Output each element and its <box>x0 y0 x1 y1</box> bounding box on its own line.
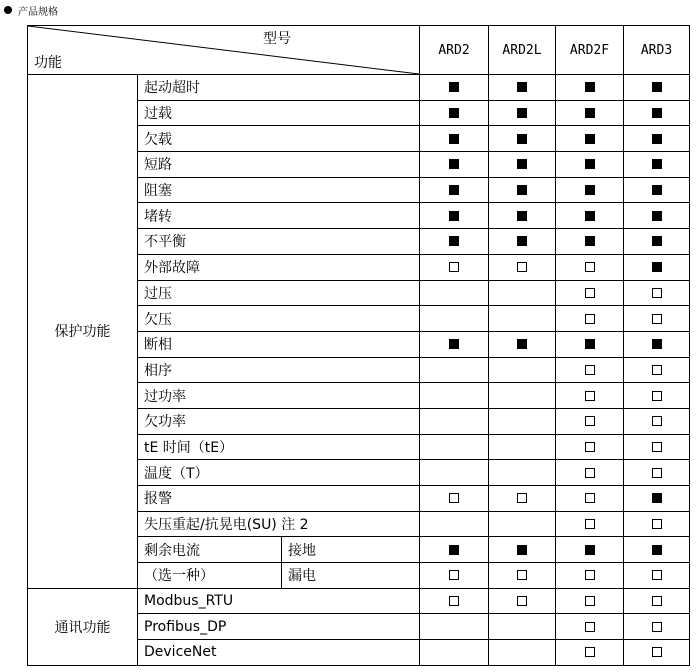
mark-cell <box>420 486 489 512</box>
function-item: tE 时间（tE） <box>138 434 420 460</box>
model-label: 型号 <box>263 31 291 47</box>
mark-cell <box>489 280 556 306</box>
table-row <box>28 75 690 101</box>
filled-square-icon <box>449 339 459 349</box>
mark-cell <box>489 357 556 383</box>
function-item: 漏电 <box>282 563 420 589</box>
section-title: 产品规格 <box>18 6 58 18</box>
mark-cell <box>556 100 624 126</box>
empty-square-icon <box>449 570 459 580</box>
mark-cell <box>624 177 690 203</box>
mark-cell <box>420 614 489 640</box>
model-col-0: ARD2 <box>420 26 489 75</box>
diagonal-line <box>28 26 419 74</box>
mark-cell <box>489 75 556 101</box>
empty-square-icon <box>652 570 662 580</box>
function-item: 堵转 <box>138 203 420 229</box>
mark-cell <box>489 203 556 229</box>
model-col-1: ARD2L <box>489 26 556 75</box>
filled-square-icon <box>652 82 662 92</box>
mark-cell <box>489 229 556 255</box>
function-item: 失压重起/抗晃电(SU) 注 2 <box>138 511 420 537</box>
mark-cell <box>489 460 556 486</box>
mark-cell <box>420 100 489 126</box>
empty-square-icon <box>585 262 595 272</box>
group-protection: 保护功能 <box>28 75 138 589</box>
mark-cell <box>420 537 489 563</box>
mark-cell <box>420 75 489 101</box>
empty-square-icon <box>585 416 595 426</box>
filled-square-icon <box>449 134 459 144</box>
empty-square-icon <box>652 391 662 401</box>
empty-square-icon <box>449 493 459 503</box>
mark-cell <box>420 563 489 589</box>
filled-square-icon <box>585 82 595 92</box>
filled-square-icon <box>652 134 662 144</box>
empty-square-icon <box>585 493 595 503</box>
mark-cell <box>624 614 690 640</box>
empty-square-icon <box>585 314 595 324</box>
mark-cell <box>420 280 489 306</box>
mark-cell <box>624 331 690 357</box>
filled-square-icon <box>652 545 662 555</box>
mark-cell <box>556 614 624 640</box>
filled-square-icon <box>652 339 662 349</box>
function-label: 功能 <box>34 55 62 71</box>
mark-cell <box>489 331 556 357</box>
mark-cell <box>624 408 690 434</box>
function-item: 断相 <box>138 331 420 357</box>
mark-cell <box>489 100 556 126</box>
function-item: Profibus_DP <box>138 614 420 640</box>
mark-cell <box>489 640 556 666</box>
model-col-2: ARD2F <box>556 26 624 75</box>
function-item: 过载 <box>138 100 420 126</box>
filled-square-icon <box>449 545 459 555</box>
empty-square-icon <box>652 468 662 478</box>
mark-cell <box>420 460 489 486</box>
filled-square-icon <box>449 159 459 169</box>
filled-square-icon <box>517 339 527 349</box>
mark-cell <box>420 511 489 537</box>
function-item: Modbus_RTU <box>138 588 420 614</box>
mark-cell <box>420 229 489 255</box>
empty-square-icon <box>652 314 662 324</box>
function-item: 报警 <box>138 486 420 512</box>
mark-cell <box>624 511 690 537</box>
empty-square-icon <box>517 596 527 606</box>
mark-cell <box>624 640 690 666</box>
section-header <box>4 2 58 18</box>
mark-cell <box>556 408 624 434</box>
empty-square-icon <box>652 365 662 375</box>
filled-square-icon <box>652 493 662 503</box>
mark-cell <box>556 588 624 614</box>
filled-square-icon <box>652 262 662 272</box>
mark-cell <box>420 640 489 666</box>
mark-cell <box>624 537 690 563</box>
filled-square-icon <box>517 545 527 555</box>
mark-cell <box>624 229 690 255</box>
mark-cell <box>556 460 624 486</box>
empty-square-icon <box>585 391 595 401</box>
spec-table <box>27 25 690 666</box>
mark-cell <box>489 511 556 537</box>
mark-cell <box>556 254 624 280</box>
mark-cell <box>624 100 690 126</box>
function-item: 外部故障 <box>138 254 420 280</box>
filled-square-icon <box>585 339 595 349</box>
filled-square-icon <box>585 159 595 169</box>
mark-cell <box>556 511 624 537</box>
mark-cell <box>420 331 489 357</box>
function-item: 短路 <box>138 152 420 178</box>
empty-square-icon <box>517 570 527 580</box>
function-item: 过功率 <box>138 383 420 409</box>
mark-cell <box>624 75 690 101</box>
filled-square-icon <box>517 236 527 246</box>
mark-cell <box>489 126 556 152</box>
function-item: 欠压 <box>138 306 420 332</box>
diagonal-header-cell <box>28 26 420 75</box>
filled-square-icon <box>585 236 595 246</box>
empty-square-icon <box>449 596 459 606</box>
residual-label-2: （选一种） <box>138 563 282 589</box>
mark-cell <box>556 203 624 229</box>
function-item: DeviceNet <box>138 640 420 666</box>
mark-cell <box>624 460 690 486</box>
table-row <box>28 588 690 614</box>
function-item: 欠载 <box>138 126 420 152</box>
mark-cell <box>556 383 624 409</box>
empty-square-icon <box>652 442 662 452</box>
empty-square-icon <box>585 365 595 375</box>
function-item: 接地 <box>282 537 420 563</box>
model-col-3: ARD3 <box>624 26 690 75</box>
function-item: 不平衡 <box>138 229 420 255</box>
mark-cell <box>489 383 556 409</box>
empty-square-icon <box>652 647 662 657</box>
mark-cell <box>624 434 690 460</box>
empty-square-icon <box>585 622 595 632</box>
mark-cell <box>556 126 624 152</box>
empty-square-icon <box>585 570 595 580</box>
mark-cell <box>420 203 489 229</box>
mark-cell <box>489 563 556 589</box>
mark-cell <box>556 434 624 460</box>
empty-square-icon <box>449 262 459 272</box>
filled-square-icon <box>517 108 527 118</box>
mark-cell <box>556 486 624 512</box>
mark-cell <box>489 177 556 203</box>
mark-cell <box>556 357 624 383</box>
mark-cell <box>420 357 489 383</box>
filled-square-icon <box>449 185 459 195</box>
empty-square-icon <box>585 288 595 298</box>
mark-cell <box>489 537 556 563</box>
mark-cell <box>556 537 624 563</box>
bullet-icon <box>4 6 12 14</box>
filled-square-icon <box>517 211 527 221</box>
function-item: 欠功率 <box>138 408 420 434</box>
mark-cell <box>556 229 624 255</box>
mark-cell <box>624 357 690 383</box>
mark-cell <box>556 75 624 101</box>
function-item: 起动超时 <box>138 75 420 101</box>
residual-label-1: 剩余电流 <box>138 537 282 563</box>
mark-cell <box>556 331 624 357</box>
mark-cell <box>489 254 556 280</box>
mark-cell <box>420 306 489 332</box>
filled-square-icon <box>449 236 459 246</box>
mark-cell <box>624 152 690 178</box>
mark-cell <box>420 408 489 434</box>
empty-square-icon <box>585 519 595 529</box>
empty-square-icon <box>585 468 595 478</box>
mark-cell <box>624 383 690 409</box>
mark-cell <box>489 152 556 178</box>
function-item: 相序 <box>138 357 420 383</box>
mark-cell <box>420 434 489 460</box>
mark-cell <box>420 126 489 152</box>
mark-cell <box>556 640 624 666</box>
mark-cell <box>624 280 690 306</box>
mark-cell <box>489 408 556 434</box>
mark-cell <box>420 152 489 178</box>
header-row <box>28 26 690 75</box>
mark-cell <box>489 614 556 640</box>
mark-cell <box>624 563 690 589</box>
mark-cell <box>624 486 690 512</box>
mark-cell <box>624 203 690 229</box>
empty-square-icon <box>517 262 527 272</box>
filled-square-icon <box>585 211 595 221</box>
filled-square-icon <box>517 159 527 169</box>
filled-square-icon <box>652 185 662 195</box>
mark-cell <box>556 280 624 306</box>
mark-cell <box>556 306 624 332</box>
mark-cell <box>489 486 556 512</box>
mark-cell <box>489 434 556 460</box>
filled-square-icon <box>585 108 595 118</box>
function-item: 温度（T） <box>138 460 420 486</box>
empty-square-icon <box>652 288 662 298</box>
filled-square-icon <box>517 134 527 144</box>
mark-cell <box>624 254 690 280</box>
filled-square-icon <box>652 108 662 118</box>
empty-square-icon <box>585 442 595 452</box>
filled-square-icon <box>652 236 662 246</box>
empty-square-icon <box>652 596 662 606</box>
mark-cell <box>556 177 624 203</box>
group-communication: 通讯功能 <box>28 588 138 665</box>
empty-square-icon <box>517 493 527 503</box>
empty-square-icon <box>585 647 595 657</box>
empty-square-icon <box>652 622 662 632</box>
filled-square-icon <box>585 185 595 195</box>
mark-cell <box>624 126 690 152</box>
filled-square-icon <box>652 211 662 221</box>
mark-cell <box>556 152 624 178</box>
filled-square-icon <box>585 545 595 555</box>
mark-cell <box>489 306 556 332</box>
filled-square-icon <box>517 82 527 92</box>
empty-square-icon <box>652 416 662 426</box>
filled-square-icon <box>517 185 527 195</box>
filled-square-icon <box>585 134 595 144</box>
function-item: 过压 <box>138 280 420 306</box>
empty-square-icon <box>652 519 662 529</box>
filled-square-icon <box>449 108 459 118</box>
mark-cell <box>624 306 690 332</box>
function-item: 阻塞 <box>138 177 420 203</box>
mark-cell <box>420 588 489 614</box>
filled-square-icon <box>449 211 459 221</box>
mark-cell <box>420 254 489 280</box>
empty-square-icon <box>585 596 595 606</box>
mark-cell <box>489 588 556 614</box>
mark-cell <box>420 383 489 409</box>
mark-cell <box>624 588 690 614</box>
filled-square-icon <box>652 159 662 169</box>
mark-cell <box>420 177 489 203</box>
filled-square-icon <box>449 82 459 92</box>
mark-cell <box>556 563 624 589</box>
